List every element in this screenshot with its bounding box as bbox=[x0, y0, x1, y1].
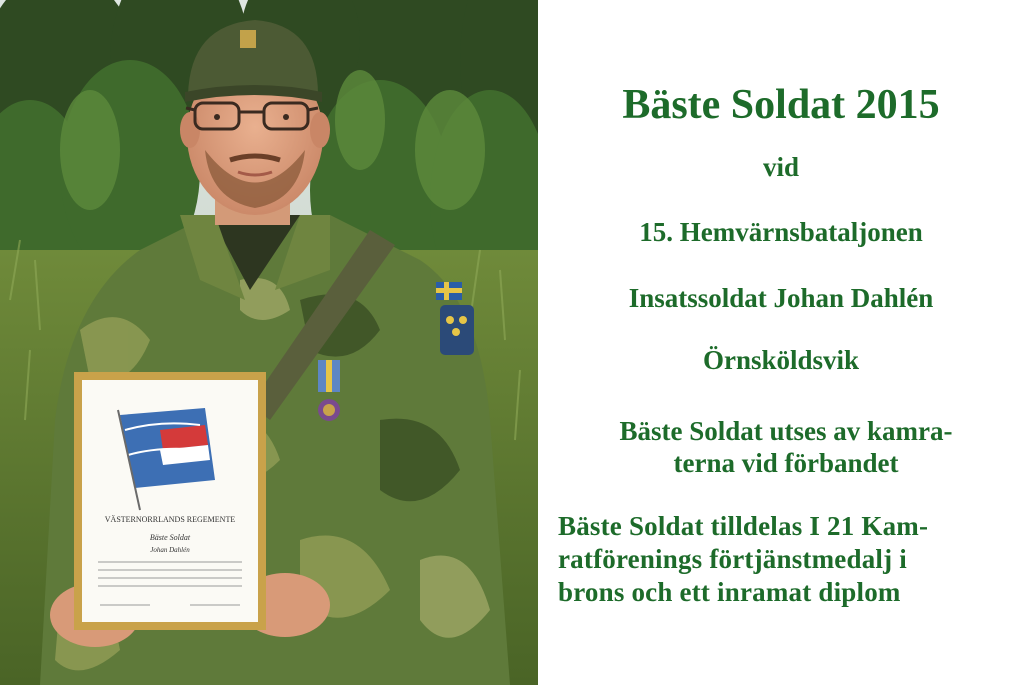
battalion-label: 15. Hemvärnsbataljonen bbox=[639, 217, 923, 247]
award-line-2: ratförenings förtjänstmedalj i bbox=[558, 544, 907, 574]
selection-line-2: terna vid förbandet bbox=[673, 448, 899, 478]
selection-line-1: Bäste Soldat utses av kamra- bbox=[619, 416, 953, 446]
diploma-title: Bäste Soldat bbox=[149, 533, 191, 542]
text-panel bbox=[538, 0, 1024, 685]
diploma-regiment: VÄSTERNORRLANDS REGEMENTE bbox=[104, 515, 236, 524]
vid-label: vid bbox=[762, 152, 800, 182]
award-line-3: brons och ett inramat diplom bbox=[558, 577, 901, 607]
award-line-1: Bäste Soldat tilldelas I 21 Kam- bbox=[558, 511, 929, 541]
diploma-frame bbox=[74, 372, 266, 630]
selection-paragraph bbox=[556, 415, 1016, 479]
page-title: Bäste Soldat 2015 bbox=[622, 82, 940, 128]
diploma-name: Johan Dahlén bbox=[150, 546, 190, 554]
soldier-name: Insatssoldat Johan Dahlén bbox=[628, 283, 934, 313]
town-label: Örnsköldsvik bbox=[702, 345, 860, 375]
award-paragraph bbox=[558, 510, 1024, 609]
